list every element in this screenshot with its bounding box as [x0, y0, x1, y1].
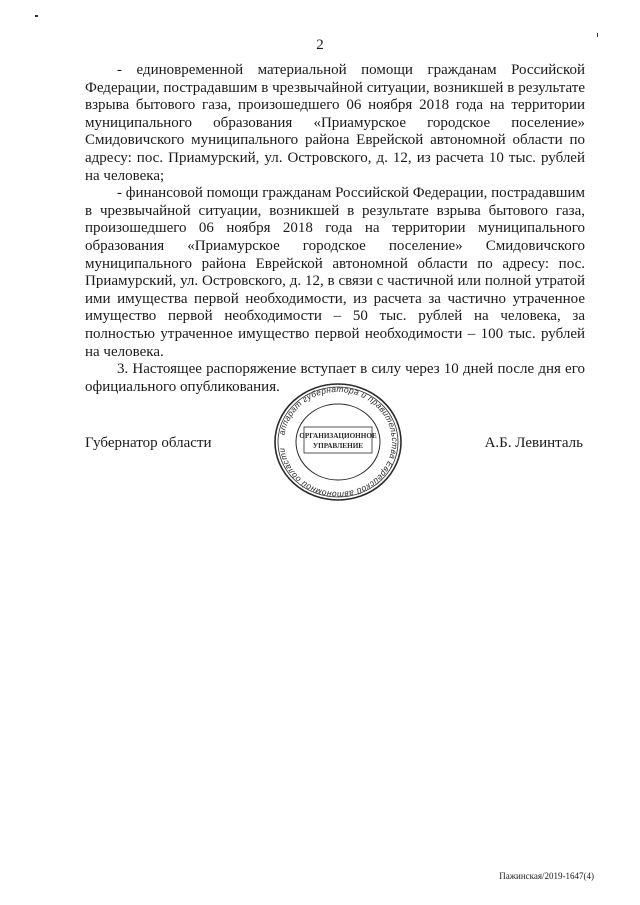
scan-speck: [35, 15, 38, 17]
stamp-inner-line2: УПРАВЛЕНИЕ: [312, 442, 364, 450]
document-reference-code: Пажинская/2019-1647(4): [499, 871, 594, 881]
paragraph-one-time-aid: - единовременной материальной помощи гражданам Российской Федерации, пострадавшим в чрезвычайной ситуации, возникшей в результате взрыва бытового газа, произошедшего 06 ноября 2018 года на территории муниципального образования «Приамурское городское поселение» Смидовичского муниципального района Еврейской автономной области по адресу: пос. Приамурский, ул. Островского, д. 12, из расчета 10 тыс. рублей на человека;: [85, 62, 585, 184]
stamp-graphic: [270, 380, 406, 504]
official-stamp: [270, 380, 406, 504]
stamp-outer-text: аппарат губернатора и правительства Еврейской автономной области: [276, 383, 401, 501]
signatory-name: А.Б. Левинталь: [484, 435, 583, 451]
paragraph-financial-aid: - финансовой помощи гражданам Российской Федерации, пострадавшим в чрезвычайной ситуации, возникшей в результате взрыва бытового газа, произошедшего 06 ноября 2018 года на территории муниципального образования «Приамурское городское поселение» Смидовичского муниципального района Еврейской автономной области по адресу: пос. Приамурский, ул. Островского, д. 12, в связи с частичной или полной утратой ими имущества первой необходимости, из расчета за частично утраченное имущество первой необходимости – 50 тыс. рублей на человека, за полностью утраченное имущество первой необходимости – 100 тыс. рублей на человека.: [85, 185, 585, 360]
paragraph-effective-date: 3. Настоящее распоряжение вступает в силу через 10 дней после дня его официального опубликования.: [85, 361, 585, 395]
page-number: 2: [316, 37, 324, 53]
stamp-inner-line1: ОРГАНИЗАЦИОННОЕ: [299, 432, 377, 440]
signatory-title: Губернатор области: [85, 435, 212, 451]
document-body: [85, 62, 585, 396]
